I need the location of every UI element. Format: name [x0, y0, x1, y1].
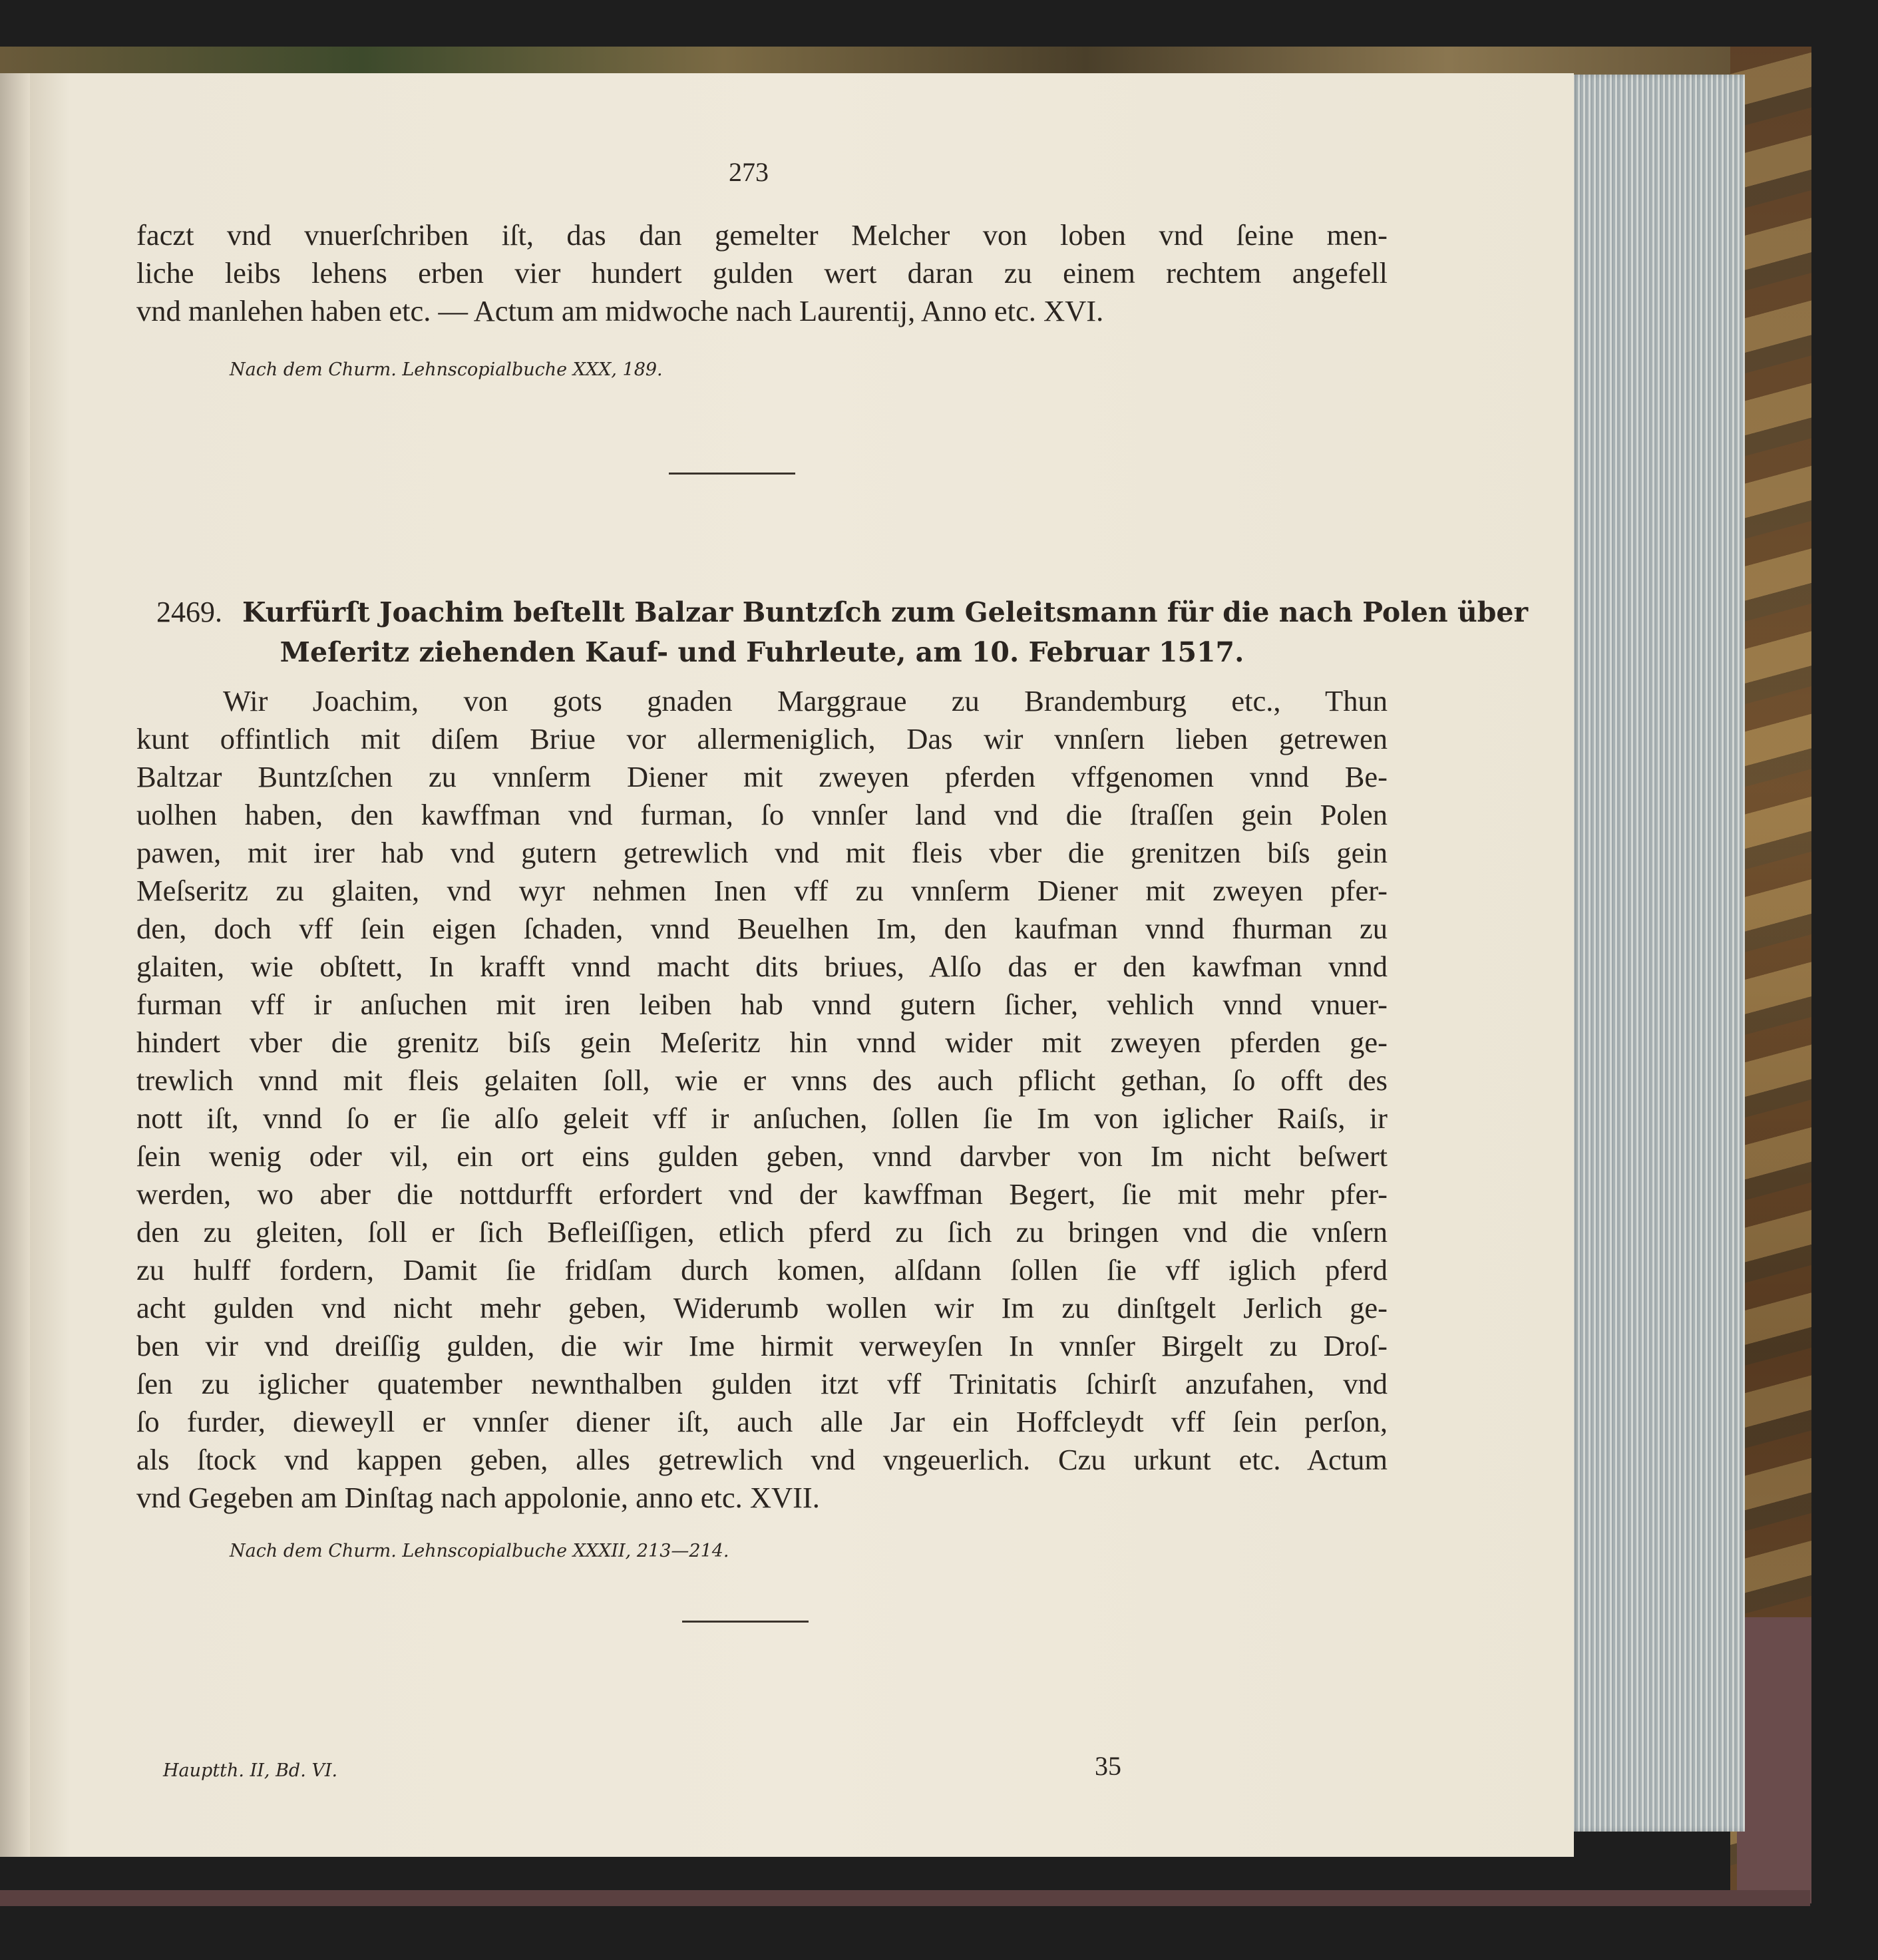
text-line: ſein wenig oder vil, ein ort eins gulden geben, vnnd darvber von Im nicht beſwert: [136, 1139, 1388, 1173]
page-block-edges: [1571, 75, 1745, 1832]
document-title-line: Kurfürſt Joachim beſtellt Balzar Buntzſch zum Geleitsmann für die nach Polen über: [242, 596, 1529, 628]
document-heading: [136, 592, 1529, 672]
section-divider: [669, 473, 795, 475]
text-line: pawen, mit irer hab vnd gutern getrewlich vnd mit fleis vber die grenitzen biſs gein: [136, 836, 1388, 869]
sheet-number: 35: [1095, 1751, 1121, 1781]
continued-text: [136, 216, 1388, 330]
text-line: als ſtock vnd kappen geben, alles getrewlich vnd vngeuerlich. Czu urkunt etc. Actum: [136, 1443, 1388, 1476]
text-line: Baltzar Buntzſchen zu vnnſerm Diener mit zweyen pferden vffgenomen vnnd Be-: [136, 760, 1388, 793]
text-line: ſo furder, dieweyll er vnnſer diener iſt, auch alle Jar ein Hoffcleydt vff ſein perſon,: [136, 1405, 1388, 1438]
section-divider: [682, 1621, 809, 1623]
text-line: kunt offintlich mit diſem Briue vor allermeniglich, Das wir vnnſern lieben getrewen: [136, 722, 1388, 755]
text-line: Meſseritz zu glaiten, vnd wyr nehmen Inen vff zu vnnſerm Diener mit zweyen pfer-: [136, 874, 1388, 907]
document-text: [136, 682, 1388, 1517]
book-cover-bottom: [0, 1890, 1810, 1906]
text-line: nott iſt, vnnd ſo er ſie alſo geleit vff ir anſuchen, ſollen ſie Im von iglicher Raiſs, ir: [136, 1101, 1388, 1135]
text-line: acht gulden vnd nicht mehr geben, Widerumb wollen wir Im zu dinſtgelt Jerlich ge-: [136, 1291, 1388, 1324]
text-line: den zu gleiten, ſoll er ſich Befleiſſigen, etlich pferd zu ſich zu bringen vnd die vnſern: [136, 1215, 1388, 1249]
text-line: zu hulff fordern, Damit ſie fridſam durch komen, alſdann ſollen ſie vff iglich pferd: [136, 1253, 1388, 1286]
text-line: liche leibs lehens erben vier hundert gulden wert daran zu einem rechtem angefell: [136, 256, 1388, 290]
text-line: hindert vber die grenitz biſs gein Meſeritz hin vnnd wider mit zweyen pferden ge-: [136, 1026, 1388, 1059]
text-line: glaiten, wie obſtett, In krafft vnnd macht dits briues, Alſo das er den kawfman vnnd: [136, 950, 1388, 983]
signature-mark: Hauptth. II, Bd. VI.: [163, 1760, 338, 1781]
document-title-line: Meſeritz ziehenden Kauf- und Fuhrleute, am 10. Februar 1517.: [280, 636, 1244, 668]
facing-page-edge: [0, 73, 30, 1857]
document-number: 2469.: [156, 596, 222, 628]
text-line: Wir Joachim, von gots gnaden Marggraue zu Brandemburg etc., Thun: [223, 684, 1388, 717]
text-line: vnd Gegeben am Dinſtag nach appolonie, anno etc. XVII.: [136, 1481, 820, 1514]
text-line: werden, wo aber die nottdurfft erfordert vnd der kawffman Begert, ſie mit mehr pfer-: [136, 1177, 1388, 1211]
source-note: Nach dem Churm. Lehnscopialbuche XXX, 189.: [230, 359, 663, 380]
book-cover-cloth: [1737, 1617, 1811, 1903]
text-line: furman vff ir anſuchen mit iren leiben hab vnnd gutern ſicher, vehlich vnnd vnuer-: [136, 988, 1388, 1021]
text-line: trewlich vnnd mit fleis gelaiten ſoll, wie er vnns des auch pflicht gethan, ſo offt des: [136, 1064, 1388, 1097]
text-line: vnd manlehen haben etc. — Actum am midwoche nach Laurentij, Anno etc. XVI.: [136, 294, 1104, 327]
text-line: uolhen haben, den kawffman vnd furman, ſo vnnſer land vnd die ſtraſſen gein Polen: [136, 798, 1388, 831]
page-number: 273: [729, 157, 769, 187]
text-line: ſen zu iglicher quatember newnthalben gulden itzt vff Trinitatis ſchirſt anzufahen, vnd: [136, 1367, 1388, 1400]
book-page: [30, 73, 1574, 1857]
text-line: faczt vnd vnuerſchriben iſt, das dan gemelter Melcher von loben vnd ſeine men-: [136, 218, 1388, 252]
source-note: Nach dem Churm. Lehnscopialbuche XXXII, 213—214.: [230, 1541, 729, 1561]
text-line: den, doch vff ſein eigen ſchaden, vnnd Beuelhen Im, den kaufman vnnd fhurman zu: [136, 912, 1388, 945]
text-line: ben vir vnd dreiſſig gulden, die wir Ime hirmit verweyſen In vnnſer Birgelt zu Droſ-: [136, 1329, 1388, 1362]
